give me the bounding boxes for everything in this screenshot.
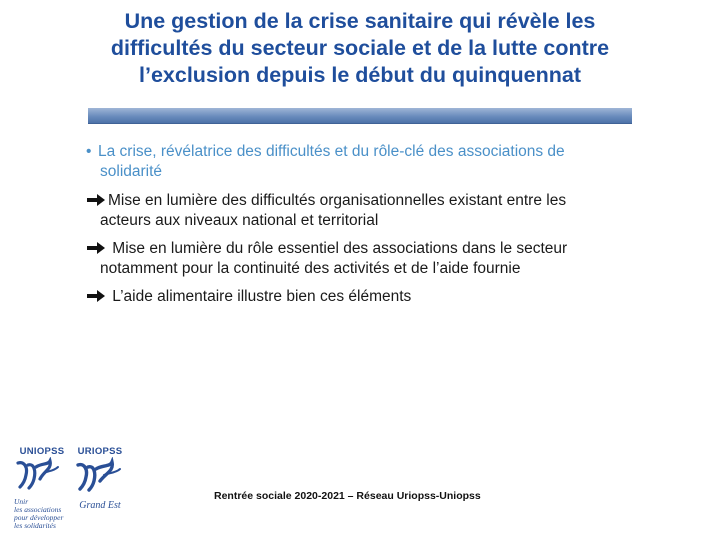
uriopss-region: Grand Est bbox=[79, 500, 121, 511]
arrow-item-3 bbox=[86, 287, 666, 307]
bullet-text-line-1: La crise, révélatrice des difficultés et du rôle-clé des associations de bbox=[98, 143, 565, 160]
slide-footer: Rentrée sociale 2020-2021 – Réseau Uriopss-Uniopss bbox=[214, 490, 481, 502]
slide-content bbox=[86, 142, 666, 315]
uniopss-logo-name: UNIOPSS bbox=[19, 446, 65, 457]
right-arrow-icon bbox=[86, 239, 108, 259]
title-line-1: Une gestion de la crise sanitaire qui révèle les bbox=[124, 9, 596, 33]
arrow-item-3-line-1: L’aide alimentaire illustre bien ces éléments bbox=[108, 288, 412, 305]
arrow-item-2-line-1: Mise en lumière du rôle essentiel des associations dans le secteur bbox=[108, 240, 568, 257]
uniopss-swirl-icon bbox=[14, 457, 70, 491]
right-arrow-icon bbox=[86, 191, 108, 211]
arrow-item-1-line-2: acteurs aux niveaux national et territorial bbox=[100, 212, 379, 229]
uriopss-logo bbox=[72, 446, 128, 530]
slide-title bbox=[60, 8, 660, 89]
uriopss-logo-name: URIOPSS bbox=[77, 446, 123, 457]
uniopss-logo bbox=[14, 446, 70, 530]
arrow-item-2 bbox=[86, 239, 666, 279]
bullet-dot-icon: • bbox=[86, 143, 92, 160]
arrow-item-1-line-1: Mise en lumière des difficultés organisationnelles existant entre les bbox=[108, 192, 567, 209]
right-arrow-icon bbox=[86, 287, 108, 307]
main-bullet bbox=[86, 142, 666, 182]
title-line-3: l’exclusion depuis le début du quinquennat bbox=[139, 63, 581, 87]
uriopss-swirl-icon bbox=[72, 457, 128, 493]
bullet-text-line-2: solidarité bbox=[100, 163, 163, 180]
arrow-item-2-line-2: notamment pour la continuité des activités et de l’aide fournie bbox=[100, 260, 521, 277]
uniopss-tagline: Unir les associations pour développer les solidarités bbox=[14, 497, 64, 530]
title-line-2: difficultés du secteur sociale et de la lutte contre bbox=[110, 36, 610, 60]
arrow-item-1 bbox=[86, 191, 666, 231]
title-divider-bar bbox=[88, 108, 632, 124]
